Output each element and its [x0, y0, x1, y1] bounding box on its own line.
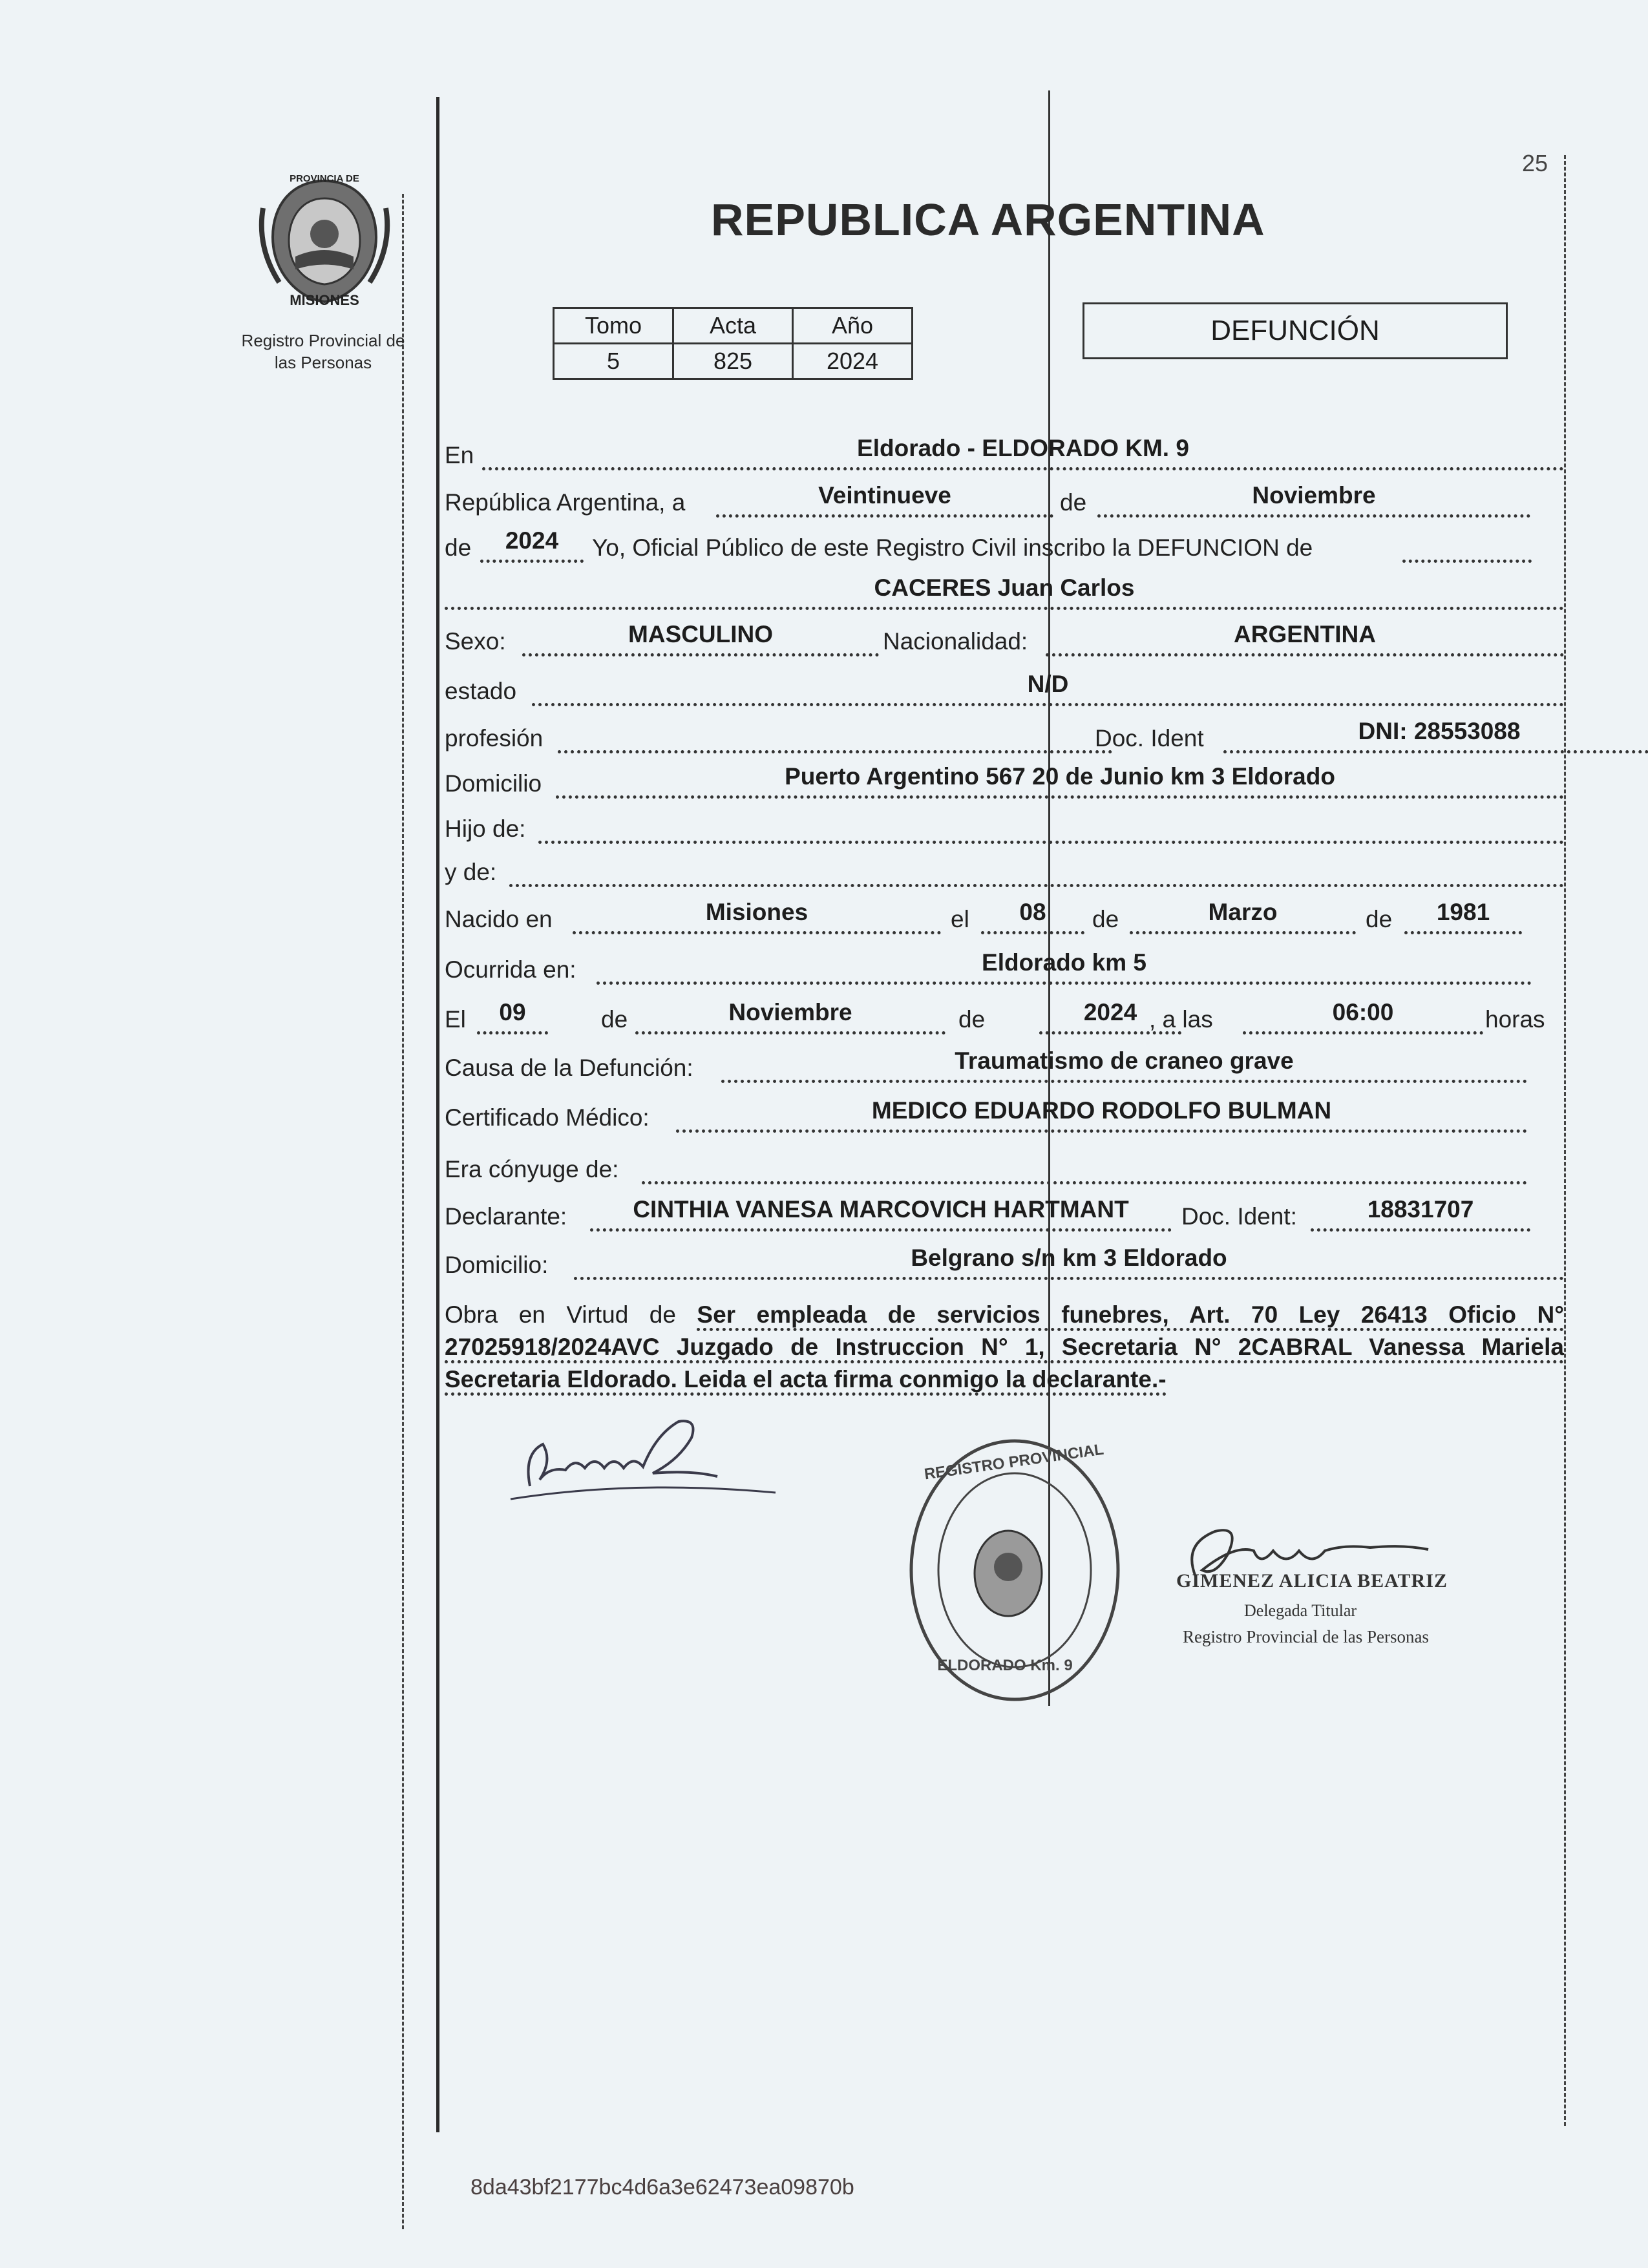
emblem-icon: [253, 169, 396, 311]
field-def-dia: [477, 998, 548, 1034]
label-a-las: , a las: [1149, 1006, 1213, 1033]
field-mes: [1097, 481, 1530, 518]
field-certificado: [676, 1096, 1527, 1133]
row-nacido: [445, 898, 1564, 937]
field-nacido-dia: [981, 898, 1084, 934]
table-header-row: [554, 308, 913, 344]
field-profesion: [558, 717, 1112, 753]
field-dia: [716, 481, 1053, 518]
binding-dash-line: [402, 194, 404, 2229]
value-certificado: MEDICO EDUARDO RODOLFO BULMAN: [871, 1097, 1332, 1124]
label-causa: Causa de la Defunción:: [445, 1055, 693, 1081]
field-def-mes: [635, 998, 945, 1034]
province-emblem: [253, 169, 396, 311]
value-nacido-lugar: Misiones: [705, 899, 808, 925]
row-nombre: [445, 574, 1564, 613]
label-de: de: [601, 1006, 628, 1033]
field-conyuge: [642, 1148, 1527, 1184]
value-def-hora: 06:00: [1332, 999, 1394, 1025]
field-nacido-mes: [1130, 898, 1356, 934]
row-causa: [445, 1047, 1564, 1086]
label-declarante: Declarante:: [445, 1203, 567, 1230]
label-doc-ident-decl: Doc. Ident:: [1181, 1203, 1297, 1230]
label-hijo-de: Hijo de:: [445, 815, 526, 842]
label-de-anio: de: [445, 534, 472, 561]
row-hijo-de: [445, 808, 1564, 846]
field-en: [482, 434, 1564, 470]
field-doc-ident-decl: [1311, 1195, 1530, 1232]
row-declarante: [445, 1195, 1564, 1234]
document-title: REPUBLICA ARGENTINA: [711, 194, 1265, 245]
table-cell: 5: [554, 344, 673, 379]
label-el: El: [445, 1006, 466, 1033]
label-republica: República Argentina, a: [445, 489, 686, 516]
value-sexo: MASCULINO: [628, 621, 774, 647]
field-nacionalidad: [1046, 620, 1564, 656]
value-def-anio: 2024: [1083, 999, 1137, 1025]
row-domicilio-declarante: [445, 1244, 1564, 1283]
value-nombre: CACERES Juan Carlos: [874, 574, 1135, 601]
label-de: de: [958, 1006, 986, 1033]
row-profesion: [445, 717, 1564, 756]
value-nacido-dia: 08: [1019, 899, 1046, 925]
tomo-acta-table: [553, 307, 913, 380]
svg-text:REGISTRO PROVINCIAL: REGISTRO PROVINCIAL: [923, 1440, 1105, 1484]
field-domicilio: [556, 762, 1564, 799]
emblem-bottom-text: MISIONES: [290, 292, 359, 308]
row-estado: [445, 670, 1564, 709]
field-estado: [532, 669, 1564, 706]
label-conyuge: Era cónyuge de:: [445, 1156, 619, 1182]
row-certificado: [445, 1097, 1564, 1135]
field-nombre: [445, 573, 1564, 610]
field-nacido-lugar: [573, 898, 941, 934]
field-declarante: [590, 1195, 1172, 1232]
value-domicilio: Puerto Argentino 567 20 de Junio km 3 Eldorado: [785, 763, 1335, 790]
label-certificado: Certificado Médico:: [445, 1104, 650, 1131]
value-mes: Noviembre: [1252, 482, 1376, 509]
label-inscribo: Yo, Oficial Público de este Registro Civil inscribo la DEFUNCION de: [592, 534, 1313, 561]
label-domicilio-decl: Domicilio:: [445, 1252, 549, 1278]
label-de: de: [1366, 906, 1393, 932]
right-edge-dash-line: [1564, 155, 1566, 2126]
row-fecha: [445, 481, 1564, 520]
row-conyuge: [445, 1148, 1564, 1187]
label-nacionalidad: Nacionalidad:: [883, 628, 1028, 655]
field-nacido-anio: [1404, 898, 1522, 934]
page-number: 25: [1522, 150, 1548, 176]
value-doc-ident: DNI: 28553088: [1358, 718, 1521, 744]
registry-label-line2: las Personas: [274, 353, 372, 372]
seal-icon: [905, 1428, 1125, 1712]
value-def-dia: 09: [499, 999, 526, 1025]
value-estado: N/D: [1027, 671, 1069, 697]
signature-icon: [504, 1409, 788, 1512]
row-domicilio: [445, 762, 1564, 801]
value-declarante: CINTHIA VANESA MARCOVICH HARTMANT: [633, 1196, 1129, 1223]
field-ocurrida: [597, 948, 1532, 985]
value-def-mes: Noviembre: [728, 999, 852, 1025]
officer-name: GIMENEZ ALICIA BEATRIZ: [1176, 1570, 1448, 1591]
registry-label-line1: Registro Provincial de: [241, 331, 405, 350]
row-anio: [445, 527, 1564, 565]
table-header-cell: Año: [793, 308, 913, 344]
field-doc-ident: [1223, 717, 1648, 753]
table-cell: 825: [673, 344, 793, 379]
label-estado: estado: [445, 678, 517, 704]
label-horas: horas: [1485, 1006, 1545, 1033]
label-nacido-en: Nacido en: [445, 906, 553, 932]
field-inscribo-blank: [1402, 526, 1532, 563]
label-domicilio: Domicilio: [445, 770, 542, 797]
label-profesion: profesión: [445, 725, 544, 751]
registry-label: [213, 330, 433, 373]
label-de: de: [1060, 489, 1087, 516]
field-anio: [480, 526, 584, 563]
label-ocurrida: Ocurrida en:: [445, 956, 576, 983]
sheet-edge-line: [436, 97, 439, 2132]
label-de: de: [1092, 906, 1119, 932]
svg-text:ELDORADO Km. 9: ELDORADO Km. 9: [937, 1657, 1073, 1674]
field-def-hora: [1243, 998, 1483, 1034]
value-ocurrida: Eldorado km 5: [982, 949, 1146, 976]
row-sexo: [445, 620, 1564, 659]
field-sexo: [522, 620, 879, 656]
value-domicilio-decl: Belgrano s/n km 3 Eldorado: [911, 1244, 1227, 1271]
officer-role: Delegada Titular: [1244, 1601, 1357, 1620]
value-doc-ident-decl: 18831707: [1367, 1196, 1474, 1223]
table-header-cell: Acta: [673, 308, 793, 344]
row-en: [445, 434, 1564, 473]
value-obra: Ser empleada de servicios funebres, Art. 70 Ley 26413 Oficio N° 27025918/2024AVC Juzgado de Instruccion N° 1, Secretaria N° 2CABRAL Vanessa Mariela Secretaria Eldorado. Leida el acta firma conmigo la declarante.-: [445, 1301, 1564, 1396]
record-type-box: DEFUNCIÓN: [1083, 302, 1508, 359]
emblem-top-text: PROVINCIA DE: [290, 173, 359, 184]
value-dia: Veintinueve: [818, 482, 951, 509]
label-doc-ident: Doc. Ident: [1095, 725, 1204, 751]
label-obra: Obra en Virtud de: [445, 1301, 676, 1328]
value-nacido-anio: 1981: [1436, 899, 1490, 925]
table-row: [554, 344, 913, 379]
label-sexo: Sexo:: [445, 628, 506, 655]
obra-en-virtud-paragraph: [445, 1299, 1564, 1396]
value-nacido-mes: Marzo: [1208, 899, 1278, 925]
value-nacionalidad: ARGENTINA: [1234, 621, 1376, 647]
table-header-cell: Tomo: [554, 308, 673, 344]
table-cell: 2024: [793, 344, 913, 379]
row-fecha-defuncion: [445, 998, 1564, 1037]
label-en: En: [445, 442, 474, 468]
field-domicilio-decl: [574, 1243, 1564, 1280]
label-el: el: [951, 906, 969, 932]
row-y-de: [445, 851, 1564, 890]
field-causa: [721, 1046, 1527, 1083]
field-hijo-de: [538, 807, 1564, 844]
official-seal: [905, 1428, 1125, 1712]
label-y-de: y de:: [445, 859, 497, 885]
value-causa: Traumatismo de craneo grave: [955, 1047, 1294, 1074]
officer-registry: Registro Provincial de las Personas: [1183, 1627, 1429, 1646]
value-en: Eldorado - ELDORADO KM. 9: [857, 435, 1189, 461]
document-hash: 8da43bf2177bc4d6a3e62473ea09870b: [470, 2175, 854, 2200]
row-ocurrida: [445, 949, 1564, 987]
value-anio: 2024: [505, 527, 559, 554]
declarant-signature: [504, 1409, 788, 1512]
field-y-de: [509, 850, 1564, 887]
